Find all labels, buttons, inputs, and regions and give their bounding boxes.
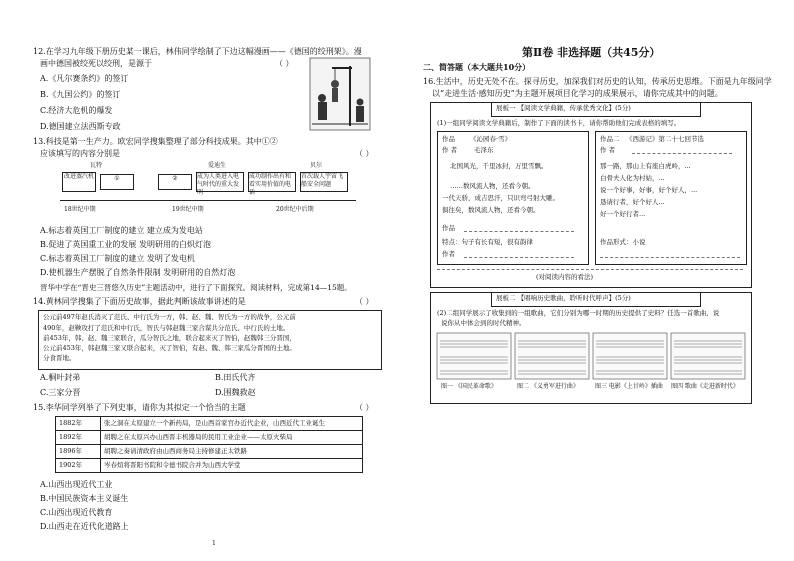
table-row (55, 459, 363, 473)
q14-option-b: B.田氏代齐 (215, 373, 256, 382)
q14-option-a: A.桐叶封弟 (40, 373, 81, 382)
q12-stem-line1: 12.在学习九年级下册历史某一课后，林伟同学绘制了下边这幅漫画——《德国的绞刑架》。漫 (33, 47, 362, 56)
q12-option-c: C.经济大危机的爆发 (40, 106, 113, 115)
q13-answer-bracket[interactable]: （ ） (355, 149, 374, 158)
q13-timeline (60, 162, 360, 222)
q15-stem: 15.李华同学列举了下列史事，请你为其拟定一个恰当的主题 (33, 403, 246, 412)
timeline-box-1: ① (100, 174, 134, 190)
card-right-text-line: 白骨夫人化为村姑，... (600, 174, 665, 182)
q16-stem-line2: 以“走进生活·感知历史”为主题开展项目化学习的成果展示，请你完成其中的问题。 (432, 89, 723, 98)
card-left-title-label: 作品 (442, 135, 455, 143)
q12-answer-bracket[interactable]: （ ） (275, 59, 294, 68)
panel-two-question-line2: 说你从中体会到的时代精神。 (441, 319, 526, 327)
timeline-box-space: 首次载人宇宙飞船安全问题 (300, 172, 348, 192)
q15-year-cell: 1892年 (56, 431, 101, 444)
card-right-title-label: 作品二 (600, 135, 620, 143)
card-right-text-line: 那一路，那山上有座白虎岭，... (600, 162, 691, 170)
score-figure-4 (671, 333, 745, 379)
q15-event-cell: 胡聘之在太原兴办山西晋丰机器局的民用工业企业——太原火柴局 (104, 433, 293, 441)
q12-option-a: A.《凡尔赛条约》的签订 (40, 74, 129, 83)
part-title: 二、简答题（本大题共10分） (423, 62, 531, 72)
passage-note: 晋华中学在“晋史三晋悠久历史”主题活动中，进行了下面探究。阅读材料，完成第14—15题。 (40, 283, 352, 292)
card-left-author-label: 作 者 (442, 146, 458, 154)
q14-option-c: C.三家分晋 (40, 388, 81, 397)
card-left-work-label: 作品 (442, 224, 455, 232)
card-left-author-value: 毛泽东 (474, 146, 494, 154)
table-row (55, 416, 363, 431)
q15-table (55, 416, 363, 473)
q12-stem-line2: 画中德国被绞死以绞刑，是源于 (40, 59, 152, 68)
panel-two-question-line1: (2)二组同学展示了收集到的一组歌曲，它们分别为哪一时期的历史提供了史料？任选一首歌曲，说 (437, 309, 720, 317)
score-figure-1 (437, 333, 511, 379)
page-number: 1 (212, 540, 216, 547)
q16-stem-line1: 16.生活中，历史无处不在。探寻历史，加深我们对历史的认知，传承历史思维。下面是九年级同学 (423, 77, 772, 86)
figure-caption-2: 图二 《义勇军进行曲》 (517, 383, 579, 390)
timeline-box-electric: 成为人类进入电气时代的重大发明 (196, 172, 244, 192)
table-row (55, 431, 363, 445)
timeline-box-steam: 改进蒸汽机 (62, 172, 96, 192)
card-left-feature: 特点：句子有长有短，很有韵律 (442, 238, 533, 246)
card-left-attitude-label: 作者 (442, 250, 455, 258)
q15-year-cell: 1902年 (56, 459, 101, 472)
q15-option-a: A.山西出现近代工业 (40, 480, 113, 489)
sheet-music-images (437, 333, 745, 379)
card-left-poem-line: 俱往矣，数风流人物，还看今朝。 (442, 206, 540, 214)
opinion-answer-line[interactable] (437, 269, 743, 270)
q13-option-c: C.标志着英国工厂制度的建立 发明了发电机 (40, 254, 195, 263)
q14-passage-line3: 前453年，韩、赵、魏三家联合，瓜分智氏之地，联合起来灭了智伯，赵魏韩三分晋国， (43, 334, 296, 342)
figure-caption-4: 图四 歌曲《走进新时代》 (671, 383, 739, 390)
q14-passage-line2: 490年，赵鞅攻打了范氏和中行氏，智氏与韩赵魏三家合谋共分范氏、中行氏的土地。 (43, 324, 290, 332)
table-row (55, 445, 363, 459)
card-left-poem-line: 北国风光，千里冰封，万里雪飘。 (450, 162, 548, 170)
section-title: 第Ⅱ卷 非选择题（共45分） (522, 46, 661, 59)
timeline-axis (60, 200, 356, 201)
figure-caption-3: 图三 电影《上甘岭》插曲 (595, 383, 663, 390)
timeline-box-2: ② (158, 174, 192, 190)
q14-passage-line4: 公元前453年，韩赵魏三家又联合起来，灭了智伯，有赵、魏、韩三家瓜分晋国的土地。 (43, 344, 296, 352)
card-right-text-line: 恳请行者，好个好人... (600, 198, 665, 206)
q15-year-cell: 1882年 (56, 417, 101, 430)
card-right-text-line: 好一个好行者... (600, 210, 646, 218)
panel-one-header: 展板一 【阅读文学典籍，传承优秀文化】(5分) (491, 102, 701, 117)
card-right-form: 作品形式：小说 (600, 238, 646, 246)
q12-option-b: B.《九国公约》的签订 (40, 90, 121, 99)
reading-card-right (595, 131, 747, 265)
q15-option-b: B.中国民族资本主义诞生 (40, 494, 129, 503)
panel-one-question: (1)一组同学阅读文学典籍后，制作了下面的读书卡，请你帮助他们完成表格的填写。 (437, 119, 681, 127)
timeline-label-bell: 贝尔 (310, 162, 323, 169)
q15-event-cell: 胡聘之奏请清政府由山西商务局主持修建正太铁路 (104, 447, 247, 455)
q12-option-d: D.德国建立法西斯专政 (40, 122, 121, 131)
q14-answer-bracket[interactable]: （ ） (355, 297, 374, 306)
q13-stem-line1: 13.科技是第一生产力。欧宏同学搜集整理了部分科技成果。其中①② (33, 137, 278, 146)
timeline-tick-20c: 20世纪中后期 (276, 206, 314, 213)
timeline-label-edison: 爱迪生 (208, 162, 227, 169)
timeline-label-watt: 瓦特 (90, 162, 103, 169)
gallows-cartoon-image (310, 58, 370, 130)
q14-option-d: D.围魏救赵 (215, 388, 256, 397)
card-left-answer-line[interactable] (464, 231, 574, 232)
q15-option-c: C.山西出现近代教育 (40, 508, 113, 517)
reading-card-left (437, 131, 589, 265)
q15-event-cell: 张之洞在太原建立一个新药局，是山西首家官办近代企业，山西近代工业诞生 (104, 419, 325, 427)
card-left-poem-line: ……数风流人物，还看今朝。 (450, 182, 535, 190)
card-right-author-label: 作 者 (600, 146, 616, 154)
panel-one (430, 102, 752, 288)
timeline-tick-18c: 18世纪中期 (64, 206, 96, 213)
card-left-attitude-line[interactable] (464, 257, 574, 258)
panel-two-header: 展板二 【唱响历史歌曲，聆听时代呼声】(5分) (491, 292, 701, 307)
score-figure-2 (515, 333, 589, 379)
score-figure-3 (593, 333, 667, 379)
q14-passage-line5: 分食晋地。 (43, 354, 76, 362)
panel-two (430, 292, 752, 404)
panel-one-footer: (对阅读内容的看法) (536, 273, 594, 281)
q14-passage-box (38, 310, 382, 370)
card-left-poem-line: 一代天骄，成吉思汗，只识弯弓射大雕。 (442, 194, 559, 202)
figure-caption-1: 图一 《国民革命歌》 (441, 383, 497, 390)
q13-option-d: D.使机器生产摆脱了自然条件限制 发明研用的自然灯泡 (40, 268, 236, 277)
q15-year-cell: 1896年 (56, 445, 101, 458)
q15-option-d: D.山西走在近代化道路上 (40, 522, 129, 531)
card-right-title-value: 《西游记》第二十七回节选 (626, 135, 704, 143)
q13-option-a: A.标志着英国工厂制度的建立 建立成为发电站 (40, 226, 203, 235)
card-right-text-line: 说一个好事，好事，好个好人，... (600, 186, 698, 194)
timeline-tick-19c: 19世纪中期 (172, 206, 204, 213)
card-right-author-line[interactable] (632, 153, 732, 154)
q15-event-cell: 岑春煊将晋阳书院和令德书院合并为山西大学堂 (104, 461, 241, 469)
q13-option-b: B.促进了英国重工业的发展 发明研用的白炽灯泡 (40, 240, 211, 249)
q15-answer-bracket[interactable]: （ ） (355, 403, 374, 412)
timeline-box-phone: 成功制作出有和看实用价值的电话 (248, 172, 296, 192)
q13-stem-line2: 应该填写的内容分别是 (40, 149, 120, 158)
q14-passage-line1: 公元前497年赵氏消灭了范氏、中行氏为一方，韩、赵、魏、智氏为一方的战争，公元前 (43, 313, 296, 321)
card-right-answer-line[interactable] (600, 257, 740, 258)
card-left-title-value: 《沁园春·雪》 (470, 135, 512, 143)
q14-stem: 14.黄林同学搜集了下面历史故事，据此判断该故事讲述的是 (33, 297, 246, 306)
